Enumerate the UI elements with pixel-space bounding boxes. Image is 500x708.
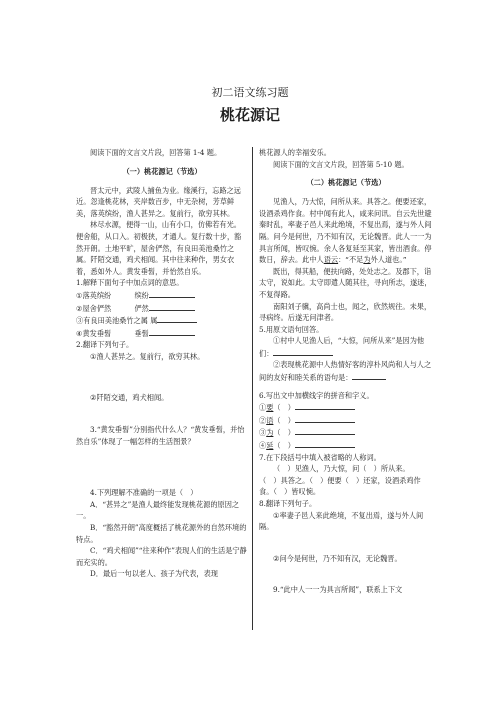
question-1-item: ④黄发垂髫 垂髫: [76, 327, 248, 340]
passage-1-paragraph-2: 林尽水源，便得一山，山有小口，仿佛若有光。便舍船，从口入。初极狭，才通人。复行数十步，豁然开朗。土地平旷，屋舍俨然，有良田美池桑竹之属。阡陌交通，鸡犬相闻。其中往来种作，男女衣着，悉如外人。黄发垂髫，并怡然自乐。: [76, 220, 242, 276]
question-7-line-1: （ ）见渔人，乃大惊，问（ ）所从来。: [273, 464, 410, 474]
question-2: 2.翻译下列句子。: [76, 340, 134, 350]
answer-blank[interactable]: [295, 401, 355, 410]
answer-blank[interactable]: [295, 426, 355, 435]
left-column: [76, 147, 248, 580]
question-8-item-2: ②问今是何世，乃不知有汉，无论魏晋。: [273, 553, 402, 563]
underlined-word: 为: [363, 255, 371, 265]
answer-blank[interactable]: [149, 327, 195, 336]
question-5-item-2: ②表现桃花源中人热情好客的淳朴风尚和人与人之间的友好和睦关系的语句是：: [259, 360, 432, 383]
answer-blank[interactable]: [149, 302, 195, 311]
question-6-item: ③为（ ）: [259, 426, 433, 439]
passage-1-paragraph-1: 晋太元中，武陵人捕鱼为业。缘溪行，忘路之远近。忽逢桃花林，夹岸数百步，中无杂树，芳草鲜美，落英缤纷，渔人甚异之。复前行，欲穷其林。: [76, 185, 241, 218]
question-1-item: ③有良田美池桑竹之属 属: [76, 314, 248, 327]
question-1: 1.解释下面句子中加点词的意思。: [76, 278, 184, 288]
page-subtitle: 初二语文练习题: [211, 86, 289, 99]
question-3: 3.“黄发垂髫”分别指代什么人？“黄发垂髫，并怡然自乐”体现了一幅怎样的生活图景？: [76, 425, 245, 446]
continuation-text: 桃花源人的幸福安乐。: [259, 148, 331, 157]
question-2-item-2: ②阡陌交通，鸡犬相闻。: [90, 393, 169, 403]
section-2-title: （二）桃花源记（节选）: [306, 178, 386, 188]
right-column: [259, 147, 433, 596]
column-divider: [252, 147, 253, 630]
page-title: 桃花源记: [219, 106, 280, 124]
question-4-option-b: B．“豁然开朗”高度概括了桃花源外的自然环境的特点。: [76, 523, 247, 544]
question-1-items: [76, 289, 248, 339]
passage-2-paragraph-1: 见渔人，乃大惊，问所从来。具答之。便要还家，设酒杀鸡作食。村中闻有此人，咸来问讯。自云先世避秦时乱，率妻子邑人来此绝境，不复出焉，遂与外人间隔。问今是何世，乃不知有汉，无论魏晋。此人一一为具言所闻，皆叹惋。余人各复延至其家，皆出酒食。停数日，辞去。此中人语云：“不足为外人道也。”: [259, 197, 432, 265]
question-6-item: ④延（ ）: [259, 439, 433, 452]
question-5-item-1: ①村中人见渔人后，“大惊，问所从来”是因为他们：: [259, 336, 425, 358]
question-4-option-c: C．“鸡犬相闻”“往来种作”表现人们的生活是宁静而充实的。: [76, 546, 247, 567]
question-8-item-1: ①率妻子邑人来此绝境，不复出焉，遂与外人间隔。: [259, 510, 424, 532]
answer-blank[interactable]: [273, 347, 333, 356]
question-4: 4.下列理解不准确的一项是（ ）: [90, 488, 198, 498]
question-5: 5.用原文语句回答。: [259, 324, 324, 334]
answer-blank[interactable]: [295, 439, 355, 448]
question-7-line-2: （ ）具答之。（ ）便要（ ）还家，设酒杀鸡作食。（ ）皆叹惋。: [259, 475, 421, 497]
question-2-item-1: ①渔人甚异之。复前行，欲穷其林。: [90, 351, 205, 361]
question-1-item: ①落英缤纷 缤纷: [76, 289, 248, 302]
passage-2-paragraph-2: 既出，得其船，便扶向路，处处志之。及郡下，诣太守，说如此。太守即遣人随其往，寻向所志，遂迷，不复得路。: [259, 266, 432, 299]
answer-blank[interactable]: [157, 314, 197, 323]
underlined-word: 语云: [323, 255, 339, 265]
question-9: 9.“此中人一一为具言所闻”，联系上下文: [273, 585, 403, 595]
section-1-title: （一）桃花源记（节选）: [122, 166, 202, 176]
question-4-option-d: D．最后一句以老人、孩子为代表，表现: [90, 569, 218, 579]
question-6-item: ②语（ ）: [259, 414, 433, 427]
question-4-option-a: A．“甚异之”是渔人最终能发现桃花源的原因之一。: [76, 499, 240, 521]
passage-2-paragraph-3: 南阳刘子骥，高尚士也，闻之，欣然规往。未果，寻病终。后遂无问津者。: [259, 301, 432, 323]
instruction-1: 阅读下面的文言文片段，回答第 1-4 题。: [90, 148, 222, 157]
answer-blank[interactable]: [295, 414, 355, 423]
question-6: 6.写出文中加横线字的拼音和字义。: [259, 390, 374, 400]
answer-blank[interactable]: [149, 289, 195, 298]
answer-blank[interactable]: [352, 371, 386, 380]
question-7: 7.在下段括号中填入被省略的人称词。: [259, 452, 381, 462]
instruction-2: 阅读下面的文言文片段，回答第 5-10 题。: [273, 159, 409, 169]
question-6-item: ①要（ ）: [259, 401, 433, 414]
question-8: 8.翻译下列句子。: [259, 499, 317, 508]
question-1-item: ②屋舍俨然 俨然: [76, 302, 248, 315]
